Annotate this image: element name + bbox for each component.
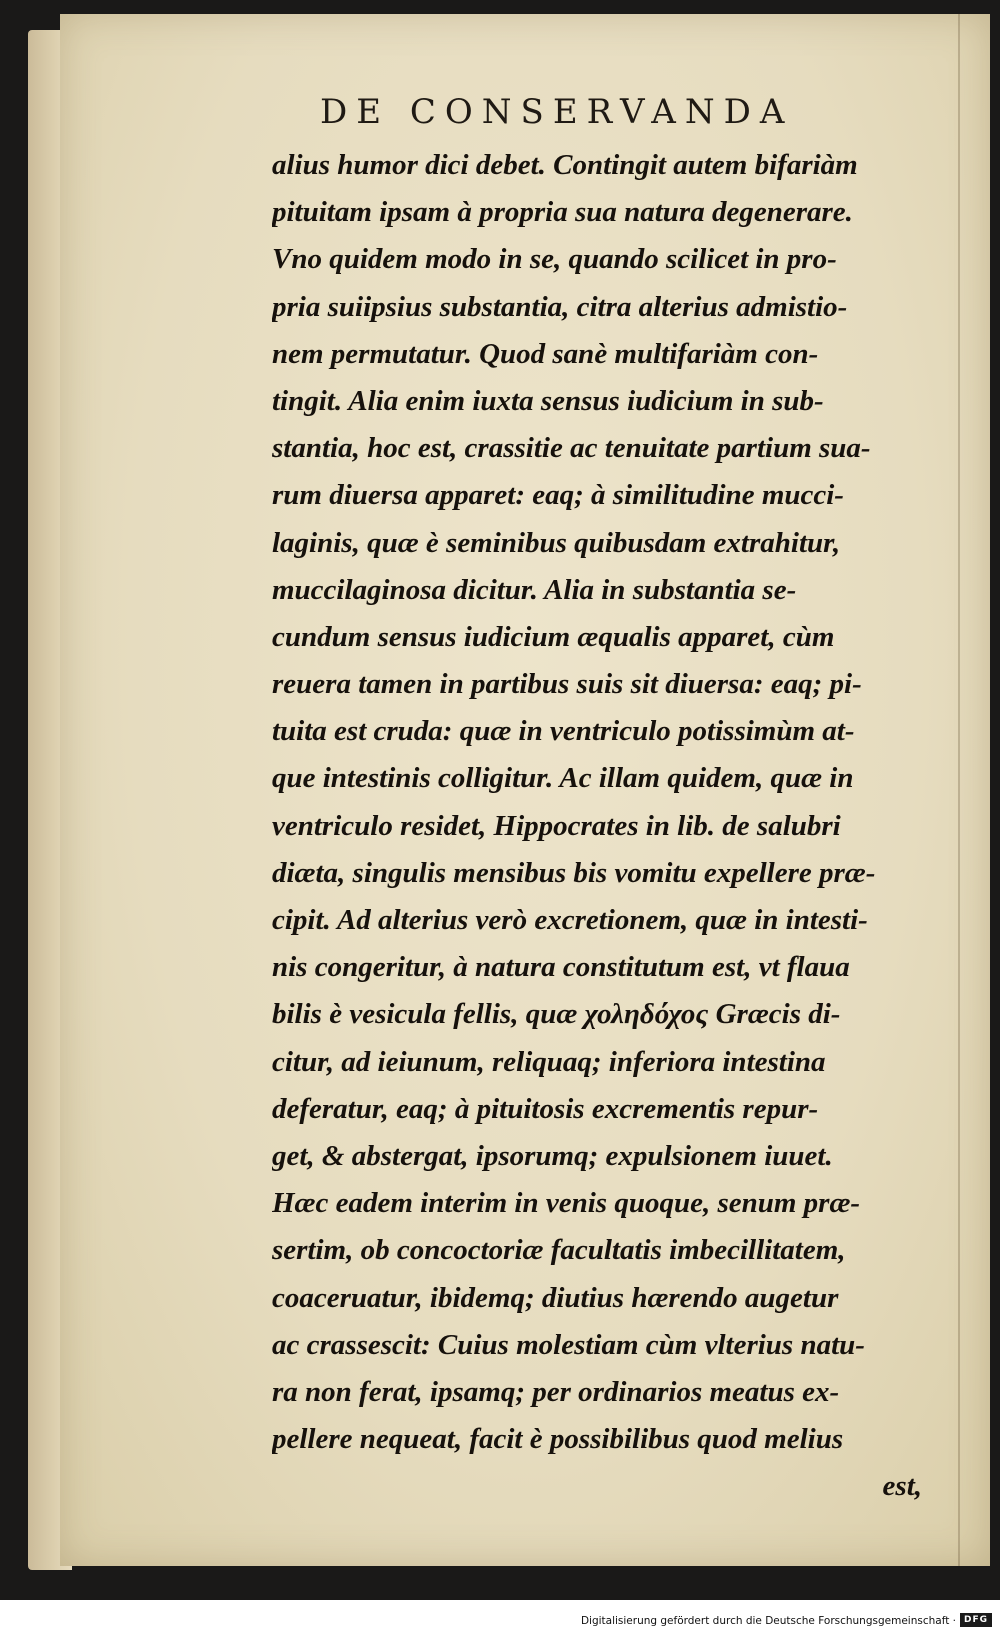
text-line: rum diuersa apparet: eaq; à similitudine mucci- <box>272 479 844 512</box>
body-text <box>272 142 932 1510</box>
text-line: tuita est cruda: quæ in ventriculo potissimùm at- <box>272 715 855 748</box>
text-line: sertim, ob concoctoriæ facultatis imbecillitatem, <box>272 1234 846 1267</box>
text-line: ventriculo residet, Hippocrates in lib. de salubri <box>272 809 841 842</box>
text-line: nis congeritur, à natura constitutum est, vt flaua <box>272 951 850 984</box>
text-line: diæta, singulis mensibus bis vomitu expellere præ- <box>272 856 876 889</box>
text-line: cundum sensus iudicium æqualis apparet, cùm <box>272 620 835 653</box>
running-head: DE CONSERVANDA <box>320 92 794 132</box>
text-line: get, & abstergat, ipsorumq; expulsionem iuuet. <box>272 1139 833 1172</box>
text-line: Hæc eadem interim in venis quoque, senum præ- <box>272 1187 861 1220</box>
text-line: pituitam ipsam à propria sua natura degenerare. <box>272 196 853 229</box>
text-line: laginis, quæ è seminibus quibusdam extrahitur, <box>272 526 841 559</box>
dfg-logo: DFG <box>960 1613 992 1627</box>
text-line: nem permutatur. Quod sanè multifariàm con- <box>272 337 819 370</box>
text-line: ac crassescit: Cuius molestiam cùm vlterius natu- <box>272 1328 865 1361</box>
text-line: coaceruatur, ibidemq; diutius hærendo augetur <box>272 1281 839 1314</box>
text-line: tingit. Alia enim iuxta sensus iudicium in sub- <box>272 384 824 417</box>
text-line: pellere nequeat, facit è possibilibus quod melius <box>272 1423 844 1456</box>
text-line: citur, ad ieiunum, reliquaq; inferiora intestina <box>272 1045 826 1078</box>
text-line: ra non ferat, ipsamq; per ordinarios meatus ex- <box>272 1375 840 1408</box>
text-line: stantia, hoc est, crassitie ac tenuitate partium sua- <box>272 432 871 465</box>
text-line: pria suiipsius substantia, citra alterius admistio- <box>272 290 848 323</box>
text-line: Vno quidem modo in se, quando scilicet in pro- <box>272 243 837 276</box>
text-line: bilis è vesicula fellis, quæ χοληδόχος Græcis di- <box>272 998 841 1031</box>
text-line: que intestinis colligitur. Ac illam quidem, quæ in <box>272 762 854 795</box>
text-line: muccilaginosa dicitur. Alia in substantia se- <box>272 573 797 606</box>
text-line: deferatur, eaq; à pituitosis excrementis repur- <box>272 1092 819 1125</box>
digitization-credit: Digitalisierung gefördert durch die Deutsche Forschungsgemeinschaft · <box>580 1615 956 1627</box>
text-line: reuera tamen in partibus suis sit diuersa: eaq; pi- <box>272 668 862 701</box>
text-line: cipit. Ad alterius verò excretionem, quæ in intesti- <box>272 904 868 936</box>
text-line: est, <box>882 1470 922 1503</box>
text-line: alius humor dici debet. Contingit autem bifariàm <box>272 149 858 181</box>
page-fold-line <box>958 14 960 1566</box>
